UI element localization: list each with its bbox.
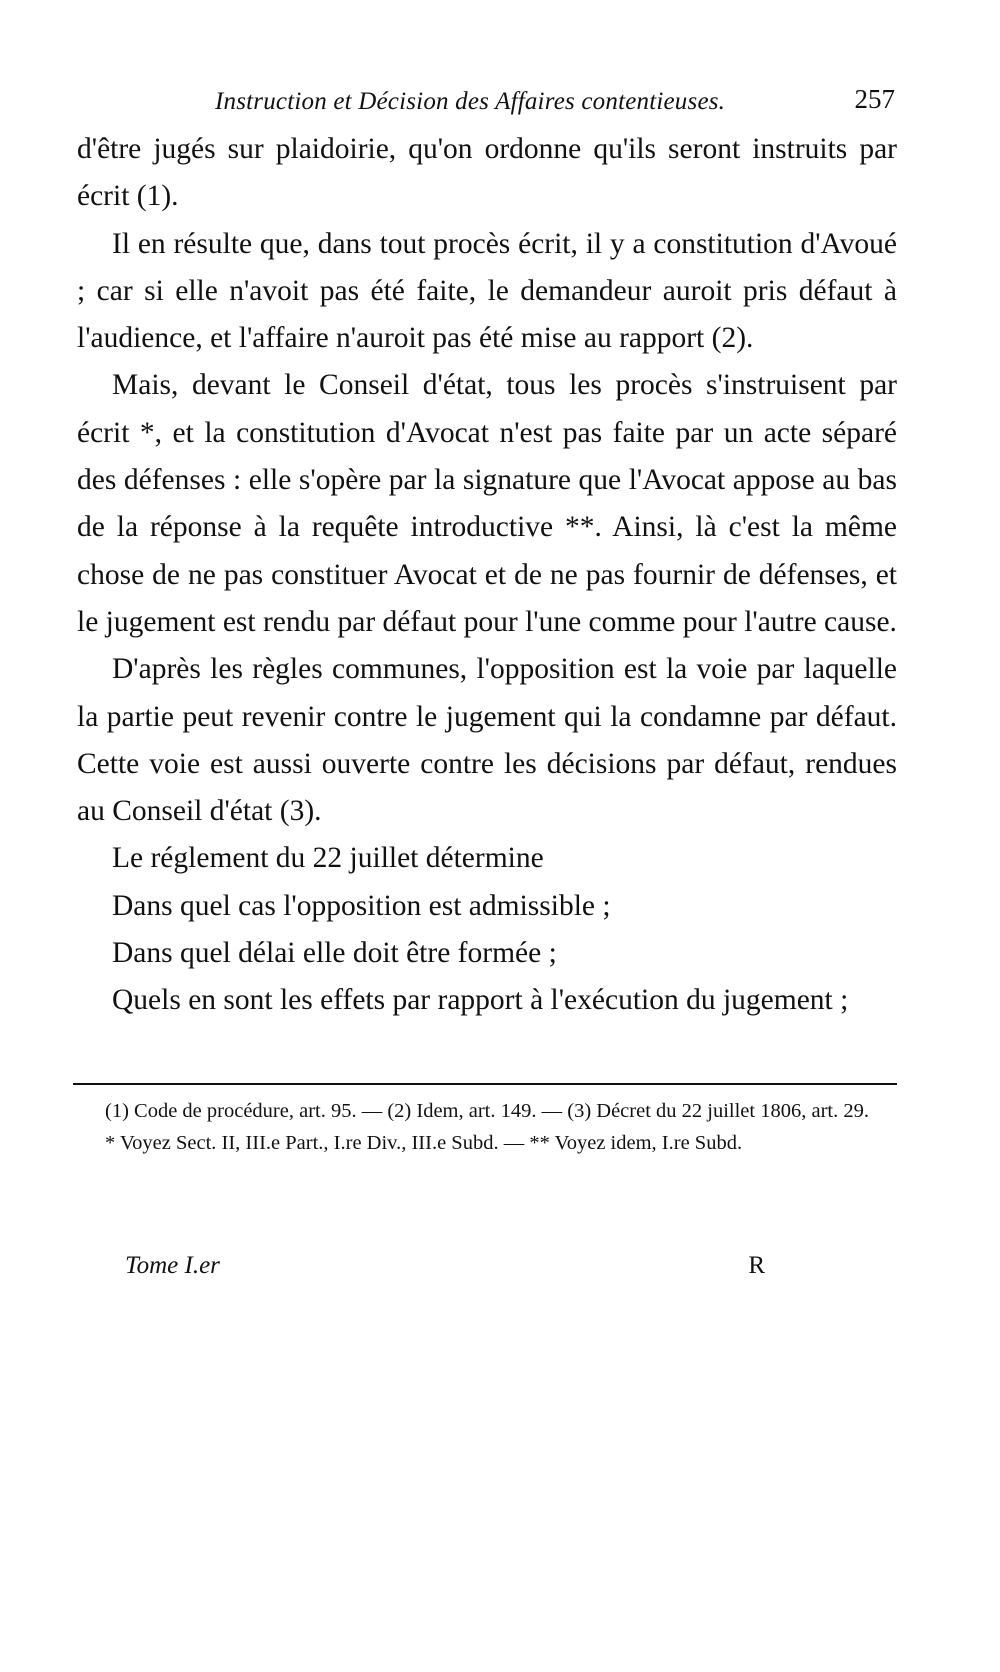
footnote-divider [73,1083,897,1085]
signature-mark: R [748,1252,765,1279]
list-item: Dans quel délai elle doit être formée ; [112,937,557,970]
paragraph-continued: d'être jugés sur plaidoirie, qu'on ordonne qu'ils seront instruits par écrit (1). [77,133,897,213]
paragraph: Il en résulte que, dans tout procès écrit, il y a constitution d'Avoué ; car si elle n'avoit pas été faite, le demandeur auroit pris défaut à l'audience, et l'affaire n'auroit pas été mise au rapport (2). [77,227,897,355]
page-footer [125,1252,765,1288]
footnote: (1) Code de procédure, art. 95. — (2) Idem, art. 149. — (3) Décret du 22 juillet 1806, art. 29. [105,1100,869,1122]
page-number: 257 [854,84,895,114]
list-intro: Le réglement du 22 juillet détermine [112,842,544,875]
footnotes [77,1095,897,1159]
paragraph: Mais, devant le Conseil d'état, tous les procès s'instruisent par écrit *, et la constitution d'Avocat n'est pas faite par un acte séparé des défenses : elle s'opère par la signature que l'Avocat appose au bas de la réponse à la requête introductive **. Ainsi, là c'est la même chose de ne pas constituer Avocat et de ne pas fournir de défenses, et le jugement est rendu par défaut pour l'une comme pour l'autre cause. [77,369,897,638]
volume-label: Tome I.er [125,1252,220,1279]
list-item: Quels en sont les effets par rapport à l'exécution du jugement ; [112,984,849,1017]
paragraph: D'après les règles communes, l'opposition est la voie par laquelle la partie peut revenir contre le jugement qui la condamne par défaut. Cette voie est aussi ouverte contre les décisions par défaut, rendues au Conseil d'état (3). [77,653,897,828]
body-text [77,126,897,1025]
footnote: * Voyez Sect. II, III.e Part., I.re Div., III.e Subd. — ** Voyez idem, I.re Subd. [105,1132,743,1154]
running-title: Instruction et Décision des Affaires contentieuses. [215,88,726,115]
list-item: Dans quel cas l'opposition est admissible ; [112,889,611,922]
running-header [215,82,895,122]
